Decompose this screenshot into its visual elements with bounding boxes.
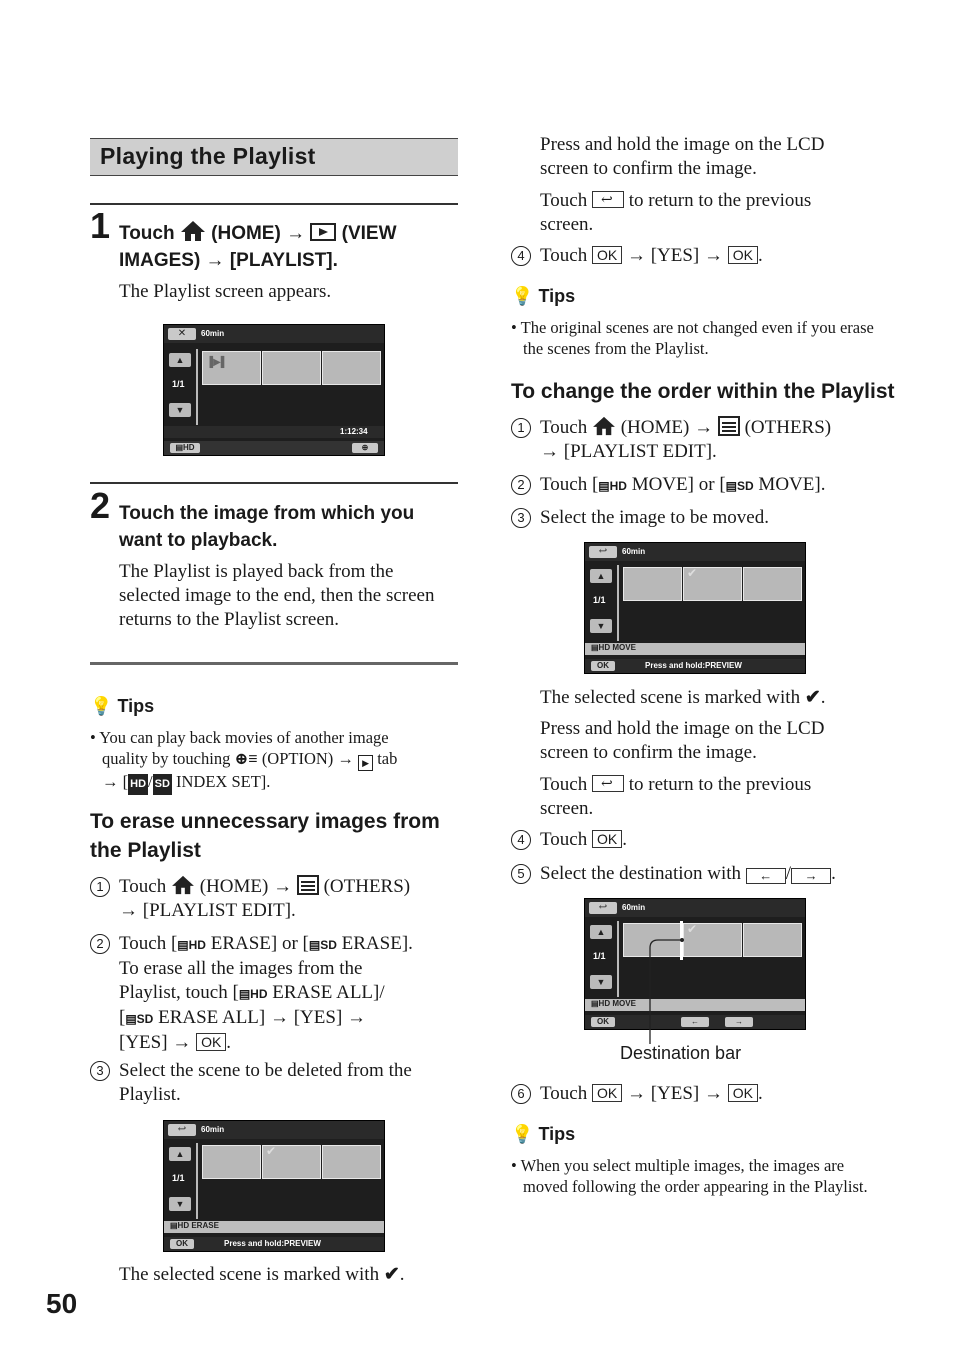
thumbnail[interactable] (262, 351, 321, 385)
thumbnail-selected[interactable] (683, 923, 742, 957)
home-icon (592, 416, 616, 436)
scroll-up-button[interactable]: ▲ (169, 353, 191, 367)
step-heading: Touch (HOME) → (VIEW IMAGES) → [PLAYLIST]. (119, 220, 459, 274)
step-circle: 4 (511, 830, 531, 850)
scroll-down-button[interactable]: ▼ (590, 619, 612, 633)
order-step-4: Touch OK . (540, 829, 627, 850)
confirm-note: Press and hold the image on the LCD screen to confirm the image. (540, 718, 825, 763)
tip-item: • The original scenes are not changed even if you erase the scenes from the Playlist. (511, 318, 874, 358)
battery-indicator: 60min (622, 903, 646, 912)
order-step-1: Touch (HOME) → (OTHERS) → [PLAYLIST EDIT]. (540, 417, 832, 462)
step-circle: 5 (511, 864, 531, 884)
move-screen: ↩ 60min ▲ 1/1 ▼ ✔ ▤HD MOVE OK Press and hold:PREVIEW (584, 542, 806, 674)
return-icon[interactable]: ↩ (168, 1124, 196, 1136)
step-heading: Touch the image from which you want to playback. (119, 503, 415, 551)
hd-icon: ▤HD (238, 987, 268, 1001)
return-icon[interactable]: ↩ (589, 546, 617, 558)
mode-label: ERASE (191, 1221, 219, 1230)
thumbnail[interactable] (743, 923, 802, 957)
option-icon: ⊕≡ (234, 749, 258, 768)
timecode: 1:12:34 (340, 427, 368, 436)
lightbulb-icon: 💡 (90, 696, 113, 716)
erase-step-3: Select the scene to be deleted from the Playlist. (119, 1060, 412, 1105)
right-arrow-icon: → (791, 868, 831, 884)
mode-label: MOVE (612, 643, 636, 652)
erase-step-1: Touch (HOME) → (OTHERS) → [PLAYLIST EDIT]. (119, 876, 411, 921)
check-icon: ✔ (804, 687, 821, 708)
ok-button[interactable]: OK (170, 1239, 194, 1249)
ok-button-icon: OK (592, 1084, 622, 1102)
destination-bar-label: Destination bar (620, 1043, 742, 1063)
tip-item: • When you select multiple images, the images are moved following the order appearing in the Playlist. (511, 1156, 868, 1196)
ok-button[interactable]: OK (591, 661, 615, 671)
home-icon (171, 875, 195, 895)
ok-button-icon: OK (196, 1033, 226, 1051)
battery-indicator: 60min (622, 547, 646, 556)
check-icon: ✔ (687, 922, 698, 936)
tips-heading: 💡 Tips (90, 696, 155, 716)
section-title: Playing the Playlist (100, 143, 316, 169)
return-icon (592, 775, 624, 792)
hd-index-icon: HD (128, 774, 148, 795)
step-description: The Playlist screen appears. (119, 281, 332, 302)
scroll-down-button[interactable]: ▼ (169, 403, 191, 417)
section-heading (90, 138, 458, 176)
step-circle: 2 (90, 934, 110, 954)
tips-heading: 💡 Tips (511, 286, 576, 306)
battery-indicator: 60min (201, 1125, 225, 1134)
step-circle: 4 (511, 246, 531, 266)
divider (90, 482, 458, 484)
thumbnail[interactable]: ▐▶▌ (202, 351, 261, 385)
preview-hint: Press and hold:PREVIEW (224, 1239, 321, 1248)
ok-button-icon: OK (728, 1084, 758, 1102)
page-number: 50 (46, 1288, 78, 1319)
return-icon (592, 191, 624, 208)
thumbnail-selected[interactable] (683, 567, 742, 601)
check-icon: ✔ (383, 1264, 400, 1285)
page-indicator: 1/1 (172, 379, 185, 389)
step-description: The Playlist is played back from the selected image to the end, then the screen returns to the Playlist screen. (119, 561, 435, 630)
scroll-up-button[interactable]: ▲ (590, 569, 612, 583)
sd-index-icon: SD (153, 774, 172, 795)
return-note: Touch ↩ to return to the previous screen. (540, 189, 870, 237)
order-step-2: Touch [▤HD MOVE] or [▤SD MOVE]. (540, 474, 826, 495)
subsection-title: To change the order within the Playlist (511, 380, 895, 403)
confirm-note: Press and hold the image on the LCD screen to confirm the image. (540, 134, 825, 179)
others-icon (297, 875, 319, 895)
sd-icon: ▤SD (725, 479, 754, 493)
hd-tab-icon[interactable]: ▤HD (170, 443, 200, 453)
close-icon[interactable]: ✕ (168, 328, 196, 340)
page-indicator: 1/1 (593, 595, 606, 605)
step-circle: 3 (511, 508, 531, 528)
sd-icon: ▤SD (308, 938, 337, 952)
home-icon (180, 220, 206, 242)
check-icon: ✔ (687, 566, 698, 580)
ok-button-icon: OK (728, 246, 758, 264)
order-step-5: Select the destination with ← / → . (540, 863, 836, 884)
marked-note: The selected scene is marked with ✔. (119, 1264, 405, 1285)
thumbnail[interactable] (322, 351, 381, 385)
divider (90, 662, 458, 665)
ok-button-icon: OK (592, 246, 622, 264)
thumbnail[interactable] (322, 1145, 381, 1179)
page-indicator: 1/1 (172, 1173, 185, 1183)
thumbnail[interactable] (623, 567, 682, 601)
return-icon[interactable]: ↩ (589, 902, 617, 914)
right-arrow-button[interactable]: → (725, 1017, 753, 1027)
erase-step-4: Touch OK → [YES] → OK . (540, 245, 763, 266)
scroll-down-button[interactable]: ▼ (590, 975, 612, 989)
check-icon: ✔ (266, 1144, 277, 1158)
tip-item: • You can play back movies of another image quality by touching ⊕≡ (OPTION) → ▶ tab → [ HD / SD INDEX SET]. (90, 727, 460, 795)
callout-line (640, 930, 690, 1045)
battery-indicator: 60min (201, 329, 225, 338)
thumbnail[interactable] (743, 567, 802, 601)
step-circle: 1 (511, 418, 531, 438)
order-step-6: Touch OK → [YES] → OK . (540, 1083, 763, 1104)
step-circle: 6 (511, 1084, 531, 1104)
thumbnail-selected[interactable] (262, 1145, 321, 1179)
order-step-3: Select the image to be moved. (540, 507, 769, 528)
view-images-icon (310, 222, 336, 242)
lightbulb-icon: 💡 (511, 286, 534, 306)
thumbnail[interactable] (202, 1145, 261, 1179)
left-arrow-button[interactable]: ← (681, 1017, 709, 1027)
left-arrow-icon: ← (746, 868, 786, 884)
ok-button[interactable]: OK (591, 1017, 615, 1027)
step-circle: 1 (90, 877, 110, 897)
sd-icon: ▤SD (125, 1012, 154, 1026)
preview-hint: Press and hold:PREVIEW (645, 661, 742, 670)
step-number: 2 (90, 485, 111, 526)
page-indicator: 1/1 (593, 951, 606, 961)
others-icon (718, 416, 740, 436)
tips-heading: 💡 Tips (511, 1124, 576, 1144)
playlist-screen (163, 324, 385, 456)
lightbulb-icon: 💡 (511, 1124, 534, 1144)
marked-note: The selected scene is marked with ✔. (540, 687, 826, 708)
divider (90, 203, 458, 205)
hd-icon: ▤HD (598, 479, 627, 493)
step-circle: 2 (511, 475, 531, 495)
subsection-title: To erase unnecessary images from the Playlist (90, 810, 440, 862)
return-note: Touch ↩ to return to the previous screen. (540, 773, 870, 821)
ok-button-icon: OK (592, 830, 622, 848)
step-circle: 3 (90, 1061, 110, 1081)
mode-label: MOVE (612, 999, 636, 1008)
tab-icon: ▶ (358, 755, 373, 771)
scroll-down-button[interactable]: ▼ (169, 1197, 191, 1211)
erase-step-2: Touch [▤HD ERASE] or [▤SD ERASE]. To erase all the images from the Playlist, touch [▤HD ERASE ALL]/ [▤SD ERASE ALL] → [YES] → [YES] → OK . (119, 933, 413, 1053)
move-destination-screen: ↩ 60min ▲ 1/1 ▼ ✔ ▤HD MOVE OK ← → (584, 898, 806, 1030)
scroll-up-button[interactable]: ▲ (590, 925, 612, 939)
scroll-up-button[interactable]: ▲ (169, 1147, 191, 1161)
erase-screen: ↩ 60min ▲ 1/1 ▼ ✔ ▤HD ERASE OK Press and hold:PREVIEW (163, 1120, 385, 1252)
option-icon[interactable]: ⊕ (352, 443, 378, 453)
hd-icon: ▤HD (177, 938, 206, 952)
step-number: 1 (90, 205, 111, 246)
